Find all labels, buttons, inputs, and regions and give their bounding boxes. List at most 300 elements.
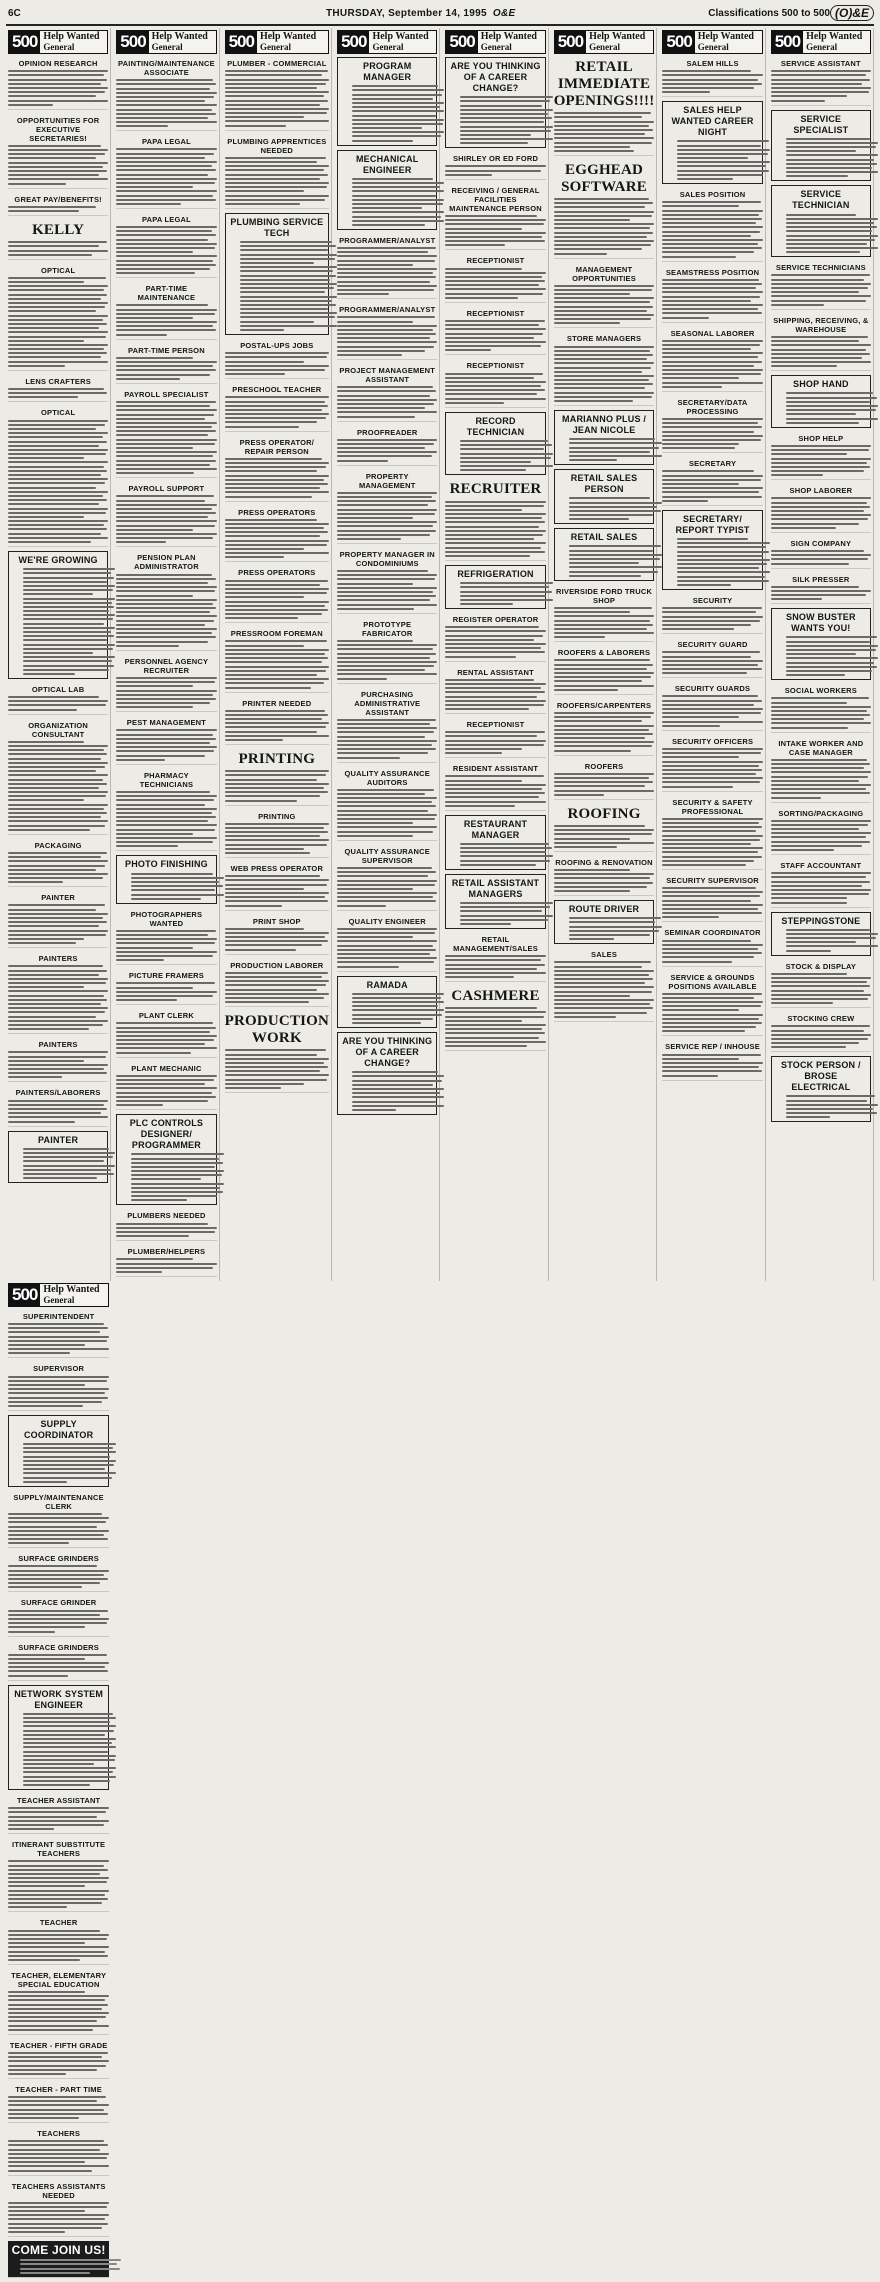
- classified-ad: [8, 1086, 108, 1126]
- ad-text-line: [116, 1100, 207, 1102]
- classification-number: 500: [117, 31, 148, 53]
- classified-ad: [116, 1209, 216, 1241]
- ad-text-line: [662, 620, 759, 622]
- ad-text-line: [116, 1227, 216, 1229]
- ad-text-line: [337, 892, 437, 894]
- ad-text-line: [771, 872, 871, 874]
- ad-text-line: [569, 545, 661, 547]
- classified-ad: [8, 406, 108, 547]
- ad-text-line: [225, 580, 328, 582]
- ad-text-line: [662, 369, 762, 371]
- ad-title: SHIRLEY OR ED FORD: [452, 154, 539, 164]
- ad-text-line: [240, 279, 330, 281]
- classified-ad: [662, 327, 762, 392]
- classified-ad: [554, 57, 655, 156]
- ad-text-line: [8, 1513, 102, 1515]
- ad-text-line: [445, 393, 536, 395]
- ad-text-line: [677, 584, 731, 586]
- ad-title: RETAIL MANAGEMENT/SALES: [453, 934, 538, 953]
- ad-text-line: [352, 102, 444, 104]
- ad-text-line: [352, 127, 422, 129]
- ad-text-line: [240, 321, 313, 323]
- ad-text-line: [337, 748, 436, 750]
- ad-title: PAINTER: [41, 893, 76, 903]
- ad-text-line: [662, 839, 759, 841]
- ad-text-line: [225, 831, 328, 833]
- ad-text-line: [116, 96, 213, 98]
- ad-text-line: [8, 1392, 105, 1394]
- ad-text-line: [8, 537, 108, 539]
- ad-text-line: [445, 805, 514, 807]
- ad-title: LENS CRAFTERS: [25, 376, 91, 386]
- ad-text-line: [554, 607, 653, 609]
- ad-text-line: [662, 864, 745, 866]
- ad-text-line: [8, 921, 107, 923]
- ad-text-line: [352, 1109, 396, 1111]
- ad-text-line: [8, 1675, 68, 1677]
- ad-text-line: [445, 398, 545, 400]
- ad-text-line: [23, 1472, 116, 1474]
- ad-text-line: [225, 928, 304, 930]
- ad-text-line: [554, 982, 646, 984]
- ad-text-line: [225, 1070, 320, 1072]
- ad-text-line: [8, 982, 106, 984]
- ad-text-line: [8, 852, 107, 854]
- ad-title: TEACHER - FIFTH GRADE: [9, 2040, 108, 2050]
- ad-text-line: [662, 243, 757, 245]
- ad-title: OPPORTUNITIES FOR EXECUTIVE SECRETARIES!: [16, 115, 100, 143]
- ad-text-line: [225, 739, 284, 741]
- ad-text-line: [771, 836, 866, 838]
- ad-text-line: [225, 989, 317, 991]
- ad-title: SECURITY OFFICERS: [671, 736, 754, 746]
- ad-text-line: [8, 210, 79, 212]
- ad-title: PLC CONTROLS DESIGNER/ PROGRAMMER: [129, 1118, 204, 1151]
- ad-text-line: [554, 133, 646, 135]
- ad-text-line: [460, 117, 551, 119]
- ad-text-line: [8, 1344, 85, 1346]
- ad-text-line: [116, 750, 213, 752]
- ad-text-line: [8, 1405, 83, 1407]
- ad-text-line: [662, 235, 750, 237]
- ad-text-line: [337, 247, 436, 249]
- ad-text-line: [554, 632, 655, 634]
- ad-text-line: [8, 1104, 104, 1106]
- ad-text-line: [8, 2020, 97, 2022]
- ad-title: WE'RE GROWING: [18, 555, 98, 565]
- ad-text-line: [23, 665, 114, 667]
- ad-text-line: [225, 157, 326, 159]
- ad-text-line: [337, 875, 428, 877]
- ad-text-line: [225, 523, 330, 525]
- ad-text-line: [554, 1003, 651, 1005]
- ad-text-line: [8, 183, 66, 185]
- ad-text-line: [771, 1042, 859, 1044]
- ad-text-line: [460, 440, 548, 442]
- ad-text-line: [445, 534, 542, 536]
- ad-text-line: [8, 487, 96, 489]
- ad-text-line: [8, 319, 103, 321]
- ad-title: SHOP HAND: [793, 379, 849, 390]
- ad-title: SURFACE GRINDERS: [18, 1642, 99, 1652]
- ad-text-line: [225, 396, 330, 398]
- ad-text-line: [337, 386, 433, 388]
- ad-text-line: [8, 2008, 102, 2010]
- ad-text-line: [8, 1626, 85, 1628]
- ad-title: PAINTER: [38, 1134, 79, 1145]
- ad-text-line: [225, 190, 304, 192]
- ad-text-line: [225, 104, 320, 106]
- ad-title: RECEPTIONIST: [466, 256, 525, 266]
- classified-ad: [554, 585, 655, 643]
- ad-text-line: [116, 247, 214, 249]
- ad-text-line: [116, 537, 212, 539]
- ad-text-line: [445, 656, 515, 658]
- ad-title: TEACHER: [39, 1918, 78, 1928]
- ad-title: QUALITY ASSURANCE SUPERVISOR: [344, 846, 430, 865]
- ad-text-line: [8, 829, 90, 831]
- ad-text-line: [445, 651, 544, 653]
- ad-text-line: [554, 306, 654, 308]
- classified-ad: [554, 900, 655, 944]
- ad-text-line: [786, 933, 878, 935]
- classified-ad: [662, 101, 762, 184]
- ad-text-line: [116, 930, 215, 932]
- ad-text-line: [8, 1820, 109, 1822]
- ad-text-line: [8, 306, 105, 308]
- ad-text-line: [23, 660, 112, 662]
- ad-text-line: [337, 354, 402, 356]
- ad-text-line: [116, 636, 215, 638]
- ad-text-line: [445, 349, 490, 351]
- ad-text-line: [337, 451, 437, 453]
- ad-text-line: [337, 251, 428, 253]
- ad-text-line: [445, 337, 533, 339]
- ad-text-line: [8, 2060, 109, 2062]
- ad-text-line: [8, 512, 106, 514]
- ad-text-line: [445, 320, 544, 322]
- ad-title: PEST MANAGEMENT: [126, 718, 207, 728]
- ad-text-line: [337, 648, 433, 650]
- ad-text-line: [8, 2153, 109, 2155]
- ad-title: TEACHERS: [37, 2129, 81, 2138]
- ad-text-line: [337, 390, 436, 392]
- ad-text-line: [554, 392, 655, 394]
- ad-text-line: [8, 1100, 108, 1102]
- ad-text-line: [337, 521, 437, 523]
- ad-text-line: [337, 953, 430, 955]
- classification-number: 500: [772, 31, 803, 53]
- ad-text-line: [445, 700, 545, 702]
- ad-text-line: [116, 1263, 216, 1265]
- ad-text-line: [662, 818, 762, 820]
- ad-text-line: [8, 1003, 101, 1005]
- ad-text-line: [445, 505, 543, 507]
- classified-ad: [8, 264, 108, 371]
- ad-text-line: [352, 182, 444, 184]
- ad-title: QUALITY ENGINEER: [348, 916, 426, 926]
- classified-ad: [554, 263, 655, 329]
- ad-text-line: [352, 115, 436, 117]
- ad-text-line: [8, 466, 104, 468]
- ad-text-line: [771, 74, 866, 76]
- ad-text-line: [116, 1258, 192, 1260]
- ad-text-line: [460, 599, 552, 601]
- ad-text-line: [662, 439, 760, 441]
- ad-text-line: [662, 708, 762, 710]
- classified-ad: [445, 412, 545, 476]
- ad-text-line: [8, 170, 107, 172]
- ad-text-line: [225, 1001, 310, 1003]
- ad-text-line: [554, 838, 631, 840]
- ad-text-line: [662, 668, 761, 670]
- ad-text-line: [116, 195, 212, 197]
- ad-text-line: [554, 794, 604, 796]
- ad-text-line: [554, 367, 652, 369]
- ad-text-line: [225, 940, 328, 942]
- classified-ad: [771, 684, 871, 733]
- ad-text-line: [352, 110, 443, 112]
- ad-text-line: [23, 1767, 116, 1769]
- ad-text-line: [225, 875, 320, 877]
- ad-text-line: [116, 409, 216, 411]
- ad-text-line: [554, 785, 646, 787]
- ad-text-line: [445, 744, 543, 746]
- ad-text-line: [771, 889, 871, 891]
- ad-text-line: [445, 683, 545, 685]
- ad-text-line: [460, 851, 546, 853]
- ad-text-line: [116, 104, 216, 106]
- ad-text-line: [445, 288, 545, 290]
- classified-ad: [225, 959, 330, 1008]
- ad-title: PRODUCTION WORK: [224, 1013, 330, 1047]
- ad-text-line: [445, 236, 541, 238]
- ad-text-line: [445, 345, 540, 347]
- ad-text-line: [554, 672, 655, 674]
- ad-text-line: [771, 706, 871, 708]
- ad-text-line: [8, 804, 108, 806]
- ad-text-line: [23, 635, 114, 637]
- ad-text-line: [8, 970, 107, 972]
- ad-text-line: [677, 571, 769, 573]
- ad-title: PLANT MECHANIC: [131, 1063, 202, 1073]
- ad-text-line: [662, 1058, 738, 1060]
- ad-text-line: [8, 1824, 104, 1826]
- ad-text-line: [771, 470, 864, 472]
- ad-text-line: [225, 169, 324, 171]
- ad-text-line: [116, 378, 180, 380]
- column-8: [769, 28, 874, 1281]
- ad-text-line: [23, 1173, 114, 1175]
- ad-text-line: [8, 2214, 109, 2216]
- ad-text-line: [116, 309, 216, 311]
- ad-text-line: [662, 656, 750, 658]
- ad-text-line: [23, 1152, 115, 1154]
- ad-text-line: [662, 500, 707, 502]
- ad-text-line: [8, 157, 96, 159]
- ad-text-line: [8, 1654, 107, 1656]
- ad-text-line: [225, 417, 326, 419]
- ad-text-line: [8, 808, 104, 810]
- ad-text-line: [8, 478, 108, 480]
- ad-text-line: [786, 1100, 867, 1102]
- ad-text-line: [771, 780, 859, 782]
- ad-text-line: [337, 644, 437, 646]
- ad-title: STAFF ACCOUNTANT: [780, 861, 862, 870]
- ad-text-line: [116, 414, 213, 416]
- ad-text-line: [337, 719, 436, 721]
- ad-text-line: [23, 1713, 113, 1715]
- ad-text-line: [116, 369, 215, 371]
- ad-text-line: [131, 1191, 222, 1193]
- ad-title: RETAIL ASSISTANT MANAGERS: [451, 877, 540, 899]
- ad-text-line: [23, 1734, 105, 1736]
- ad-text-line: [23, 1763, 94, 1765]
- classified-ad: [337, 303, 437, 360]
- ad-text-line: [662, 340, 762, 342]
- ad-text-line: [677, 145, 761, 147]
- classified-ad: [225, 436, 330, 502]
- ad-text-line: [116, 405, 209, 407]
- ad-text-line: [771, 977, 871, 979]
- ad-text-line: [662, 822, 758, 824]
- ad-text-line: [337, 604, 437, 606]
- ad-text-line: [554, 689, 618, 691]
- ad-text-line: [337, 966, 399, 968]
- ad-text-line: [116, 199, 215, 201]
- classification-label: Help Wanted General: [697, 31, 754, 52]
- ad-text-line: [554, 712, 655, 714]
- ad-text-line: [337, 538, 401, 540]
- ad-text-line: [662, 993, 761, 995]
- ad-text-line: [352, 1084, 433, 1086]
- ad-text-line: [786, 670, 872, 672]
- ad-text-line: [8, 1578, 108, 1580]
- ad-text-line: [8, 995, 104, 997]
- ad-text-line: [662, 704, 753, 706]
- ad-text-line: [8, 2065, 106, 2067]
- ad-text-line: [8, 361, 108, 363]
- ad-text-line: [460, 457, 550, 459]
- ad-title: STORE MANAGERS: [566, 334, 642, 344]
- classified-ad: [771, 1056, 871, 1122]
- ad-text-line: [116, 443, 214, 445]
- ad-text-line: [662, 291, 762, 293]
- ad-text-line: [8, 856, 101, 858]
- ad-text-line: [662, 916, 718, 918]
- ad-text-line: [225, 203, 300, 205]
- ad-text-line: [662, 695, 757, 697]
- ad-text-line: [554, 253, 607, 255]
- ad-text-line: [662, 447, 734, 449]
- ad-text-line: [8, 356, 101, 358]
- ad-text-line: [8, 1662, 109, 1664]
- ad-text-line: [352, 211, 444, 213]
- ad-title: ROOFERS/CARPENTERS: [556, 700, 652, 710]
- ad-text-line: [445, 1011, 545, 1013]
- ad-text-line: [8, 281, 84, 283]
- classified-ad: [337, 57, 437, 146]
- column-1: [6, 28, 111, 1281]
- ad-text-line: [662, 1014, 762, 1016]
- ad-title: SEMINAR COORDINATOR: [664, 928, 761, 938]
- classified-ad: [116, 344, 216, 384]
- ad-text-line: [460, 453, 552, 455]
- ad-text-line: [116, 113, 215, 115]
- ad-text-line: [460, 109, 552, 111]
- ad-text-line: [460, 923, 511, 925]
- ad-text-line: [116, 161, 216, 163]
- ad-text-line: [116, 472, 193, 474]
- ad-text-line: [131, 885, 222, 887]
- ad-text-line: [337, 957, 437, 959]
- classified-ad: [662, 594, 762, 634]
- ad-text-line: [116, 829, 214, 831]
- ad-text-line: [662, 231, 759, 233]
- ad-text-line: [445, 377, 533, 379]
- ad-text-line: [554, 680, 643, 682]
- ad-text-line: [337, 341, 437, 343]
- ad-text-line: [8, 323, 107, 325]
- ad-text-line: [225, 1079, 327, 1081]
- ad-text-line: [240, 304, 336, 306]
- ad-title: SERVICE ASSISTANT: [780, 59, 861, 68]
- ad-text-line: [8, 1951, 105, 1953]
- ad-text-line: [225, 552, 330, 554]
- ad-text-line: [225, 95, 324, 97]
- ad-text-line: [352, 1001, 443, 1003]
- ad-text-line: [662, 956, 753, 958]
- classified-ad: [225, 862, 330, 911]
- ad-text-line: [240, 254, 337, 256]
- ad-text-line: [8, 770, 96, 772]
- classified-ad: [662, 735, 762, 792]
- ad-text-line: [337, 272, 433, 274]
- ad-text-line: [23, 627, 115, 629]
- ad-text-line: [131, 1158, 219, 1160]
- ad-text-line: [23, 669, 109, 671]
- ad-text-line: [662, 418, 762, 420]
- ad-title: PAYROLL SPECIALIST: [124, 389, 209, 399]
- ad-text-line: [771, 994, 871, 996]
- ad-text-line: [771, 697, 869, 699]
- ad-text-line: [23, 598, 115, 600]
- ad-text-line: [662, 317, 708, 319]
- ad-text-line: [352, 123, 442, 125]
- ad-text-line: [445, 704, 543, 706]
- help-wanted-header: [225, 30, 330, 54]
- ad-text-line: [8, 700, 108, 702]
- ad-text-line: [116, 995, 212, 997]
- ad-text-line: [8, 1955, 108, 1957]
- ad-text-line: [554, 890, 631, 892]
- ad-text-line: [8, 696, 99, 698]
- ad-text-line: [240, 325, 337, 327]
- ad-text-line: [116, 100, 204, 102]
- ad-text-line: [554, 219, 631, 221]
- ad-text-line: [677, 161, 769, 163]
- ad-text-line: [554, 371, 643, 373]
- ad-text-line: [8, 1873, 100, 1875]
- ad-text-line: [8, 1631, 55, 1633]
- classified-ad: [662, 796, 762, 870]
- ad-text-line: [662, 361, 761, 363]
- ad-text-line: [786, 401, 870, 403]
- ad-text-line: [460, 105, 541, 107]
- ad-text-line: [8, 820, 108, 822]
- help-wanted-header: [771, 30, 871, 54]
- ad-text-line: [225, 91, 330, 93]
